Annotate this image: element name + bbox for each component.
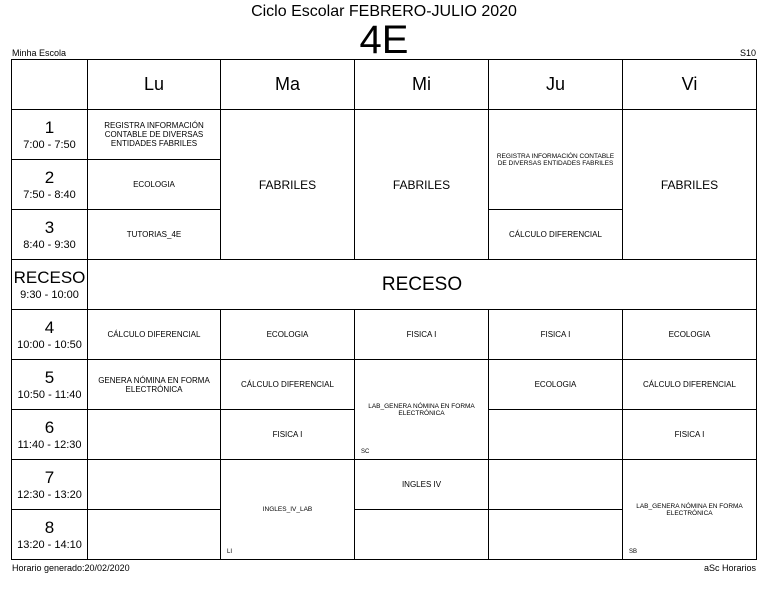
recess-label: RECESO bbox=[13, 267, 86, 287]
day-header-vi: Vi bbox=[623, 60, 757, 110]
generated-date: Horario generado:20/02/2020 bbox=[12, 563, 130, 573]
lesson-vi-4 bbox=[623, 310, 757, 360]
lesson-vi-1-3 bbox=[623, 110, 757, 260]
lesson-label: FABRILES bbox=[392, 177, 451, 192]
lesson-label: CÁLCULO DIFERENCIAL bbox=[241, 380, 334, 389]
lesson-label: GENERA NÓMINA EN FORMA ELECTRÓNICA bbox=[98, 375, 210, 394]
lesson-label: CÁLCULO DIFERENCIAL bbox=[107, 330, 201, 339]
lesson-label: FABRILES bbox=[258, 177, 317, 192]
period-cell-5 bbox=[12, 360, 88, 410]
period-row-1 bbox=[12, 110, 757, 160]
lesson-label: ECOLOGIA bbox=[133, 180, 175, 189]
lesson-label: FISICA I bbox=[540, 330, 571, 339]
lesson-label: INGLES IV bbox=[401, 480, 442, 489]
lesson-ju-6 bbox=[489, 410, 623, 460]
lesson-label: ECOLOGIA bbox=[266, 330, 309, 339]
lesson-label: LAB_GENERA NÓMINA EN FORMA ELECTRÓNICA bbox=[368, 402, 475, 417]
school-name: Minha Escola bbox=[12, 48, 67, 58]
period-time: 7:50 - 8:40 bbox=[23, 188, 76, 201]
cycle-title: Ciclo Escolar FEBRERO-JULIO 2020 bbox=[251, 3, 517, 20]
period-time: 8:40 - 9:30 bbox=[23, 238, 76, 251]
timetable bbox=[11, 59, 757, 560]
period-cell-2 bbox=[12, 160, 88, 210]
lesson-label: ECOLOGIA bbox=[668, 330, 711, 339]
period-number: 1 bbox=[44, 117, 55, 137]
period-row-5 bbox=[12, 360, 757, 410]
lesson-ju-5 bbox=[489, 360, 623, 410]
period-time: 9:30 - 10:00 bbox=[20, 288, 79, 301]
day-header-mi: Mi bbox=[355, 60, 489, 110]
lesson-lu-6 bbox=[88, 410, 221, 460]
lesson-lu-7 bbox=[88, 460, 221, 510]
lesson-mi-5-6 bbox=[355, 360, 489, 460]
group-title: 4E bbox=[359, 18, 409, 62]
day-header-ma: Ma bbox=[221, 60, 355, 110]
period-cell-8 bbox=[12, 510, 88, 560]
period-cell-3 bbox=[12, 210, 88, 260]
period-time: 10:50 - 11:40 bbox=[17, 388, 82, 401]
lesson-label: LAB_GENERA NÓMINA EN FORMA ELECTRÓNICA bbox=[636, 502, 743, 517]
lesson-vi-6 bbox=[623, 410, 757, 460]
lesson-mi-8 bbox=[355, 510, 489, 560]
lesson-ma-1-3 bbox=[221, 110, 355, 260]
period-number: 3 bbox=[44, 217, 55, 237]
lesson-label: FISICA I bbox=[674, 430, 705, 439]
lesson-label: FISICA I bbox=[406, 330, 437, 339]
room-label: LI bbox=[227, 549, 233, 555]
lesson-label: REGISTRA INFORMACIÓN CONTABLE DE DIVERSAS ENTIDADES FABRILES bbox=[496, 152, 615, 167]
lesson-ma-4 bbox=[221, 310, 355, 360]
day-header-row bbox=[12, 60, 757, 110]
period-cell-6 bbox=[12, 410, 88, 460]
period-number: 5 bbox=[44, 367, 55, 387]
lesson-lu-2 bbox=[88, 160, 221, 210]
period-time: 11:40 - 12:30 bbox=[17, 438, 82, 451]
lesson-ma-5 bbox=[221, 360, 355, 410]
period-row-4 bbox=[12, 310, 757, 360]
period-row-7 bbox=[12, 460, 757, 510]
period-number: 4 bbox=[44, 317, 55, 337]
period-time: 12:30 - 13:20 bbox=[17, 488, 82, 501]
period-time: 7:00 - 7:50 bbox=[23, 138, 76, 151]
lesson-label: INGLES_IV_LAB bbox=[262, 506, 313, 513]
period-time: 13:20 - 14:10 bbox=[17, 538, 82, 551]
lesson-ju-8 bbox=[489, 510, 623, 560]
recess-period-cell bbox=[12, 260, 88, 310]
lesson-label: FISICA I bbox=[272, 430, 303, 439]
period-time: 10:00 - 10:50 bbox=[17, 338, 82, 351]
lesson-ju-7 bbox=[489, 460, 623, 510]
lesson-ju-1-2 bbox=[489, 110, 623, 210]
period-number: 7 bbox=[44, 467, 55, 487]
room-label: SC bbox=[361, 449, 370, 455]
lesson-mi-4 bbox=[355, 310, 489, 360]
recess-row bbox=[12, 260, 757, 310]
lesson-label: FABRILES bbox=[660, 177, 719, 192]
corner-cell bbox=[12, 60, 88, 110]
lesson-vi-7-8 bbox=[623, 460, 757, 560]
lesson-label: CÁLCULO DIFERENCIAL bbox=[509, 230, 602, 239]
recess-banner-label: RECESO bbox=[381, 273, 463, 295]
lesson-vi-5 bbox=[623, 360, 757, 410]
lesson-lu-5 bbox=[88, 360, 221, 410]
period-number: 8 bbox=[44, 517, 55, 537]
lesson-mi-7 bbox=[355, 460, 489, 510]
lesson-lu-4 bbox=[88, 310, 221, 360]
lesson-ma-7-8 bbox=[221, 460, 355, 560]
lesson-label: REGISTRA INFORMACIÓN CONTABLE DE DIVERSAS ENTIDADES FABRILES bbox=[104, 121, 204, 148]
brand-label: aSc Horarios bbox=[703, 563, 756, 573]
lesson-lu-3 bbox=[88, 210, 221, 260]
period-cell-1 bbox=[12, 110, 88, 160]
period-number: 6 bbox=[44, 417, 55, 437]
lesson-ju-3 bbox=[489, 210, 623, 260]
lesson-ma-6 bbox=[221, 410, 355, 460]
room-label: SB bbox=[629, 549, 638, 555]
lesson-mi-1-3 bbox=[355, 110, 489, 260]
lesson-lu-1 bbox=[88, 110, 221, 160]
lesson-ju-4 bbox=[489, 310, 623, 360]
lesson-label: CÁLCULO DIFERENCIAL bbox=[643, 380, 736, 389]
period-cell-4 bbox=[12, 310, 88, 360]
lesson-label: ECOLOGIA bbox=[534, 380, 577, 389]
period-number: 2 bbox=[44, 167, 55, 187]
recess-banner bbox=[88, 260, 757, 310]
lesson-lu-8 bbox=[88, 510, 221, 560]
day-header-ju: Ju bbox=[489, 60, 623, 110]
room-code: S10 bbox=[739, 48, 756, 58]
lesson-label: TUTORIAS_4E bbox=[126, 230, 182, 239]
day-header-lu: Lu bbox=[88, 60, 221, 110]
period-cell-7 bbox=[12, 460, 88, 510]
